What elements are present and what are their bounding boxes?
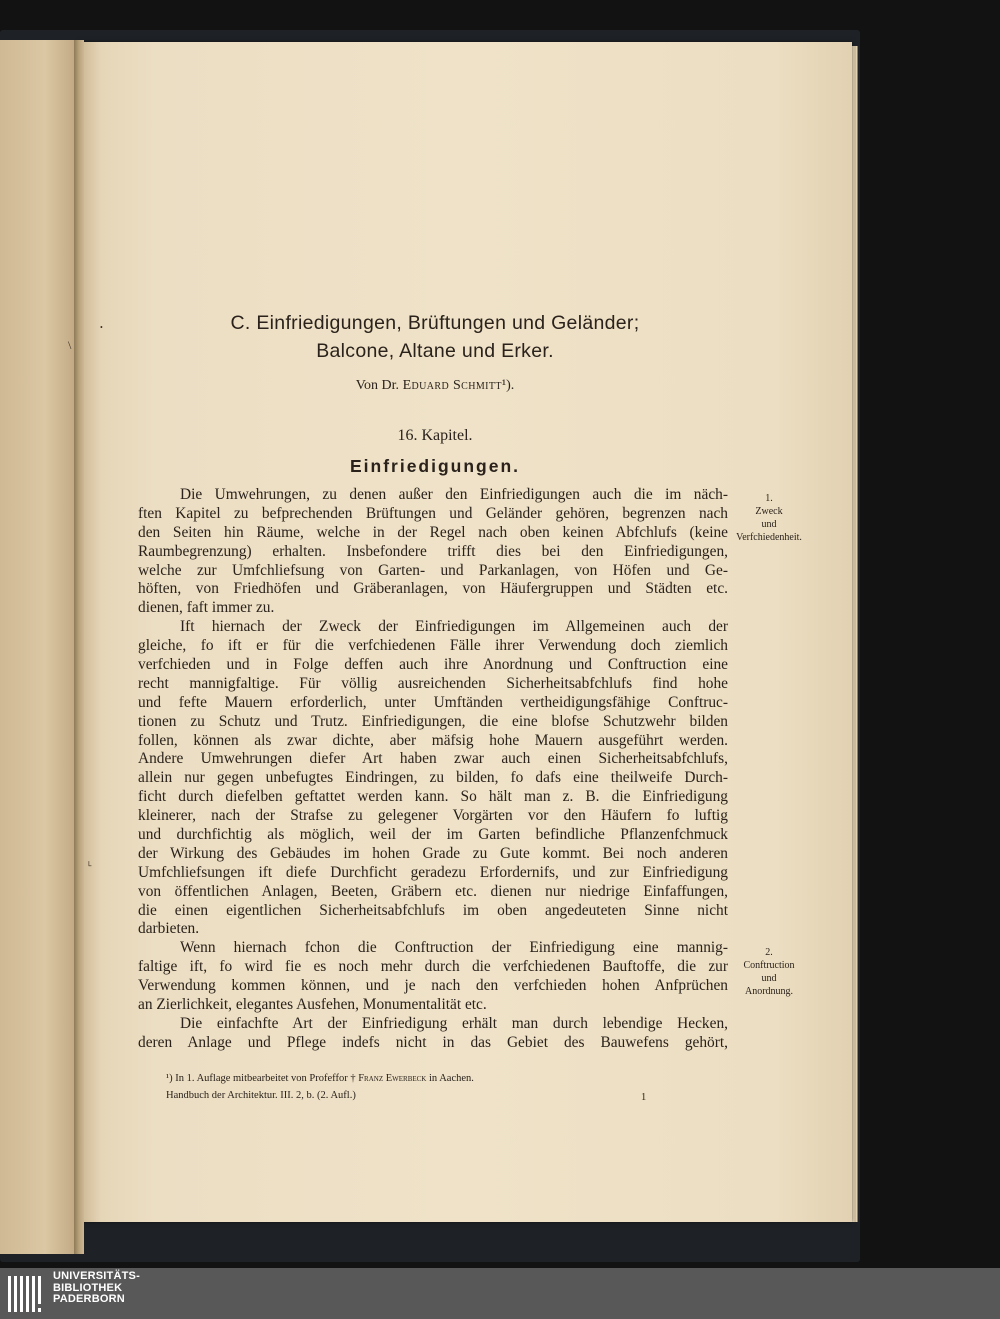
text-line: an Zierlichkeit, elegantes Ausfehen, Monumentalität etc. — [138, 996, 487, 1014]
margin-note — [728, 946, 810, 998]
text-line: ficht durch diefelben geftattet werden kann. So hält man z. B. die Einfriedigung — [138, 788, 728, 806]
text-line: gleiche, fo ift er für die verfchiedenen Fälle ihrer Verwendung doch ziemlich — [138, 637, 728, 655]
text-line: und durchfichtig als möglich, weil der im Garten befindliche Pflanzenfchmuck — [138, 826, 728, 844]
footnote-marker: ¹) — [166, 1073, 173, 1084]
text-line: den Seiten hin Räume, welche in der Regel nach oben keinen Abfchlufs (keine — [138, 523, 728, 541]
margin-speck: ˪ — [88, 855, 92, 869]
footnote-name: Franz Ewerbeck — [358, 1073, 427, 1084]
text-line: Wenn hiernach fchon die Conftruction der Einfriedigung eine mannig- — [180, 939, 728, 957]
margin-note-line: und — [761, 973, 777, 984]
text-line: darbieten. — [138, 920, 200, 938]
text-line: der Wirkung des Gebäudes im hohen Grade zu Gute kommt. Bei noch anderen — [138, 844, 728, 862]
library-name-line-3: PADERBORN — [53, 1293, 125, 1306]
text-line: und fefte Mauern erforderlich, unter Umftänden vertheidigungsfähige Conftruc- — [138, 693, 728, 711]
text-line: verfchieden und in Folge deffen auch ihre Anordnung und Conftruction eine — [138, 656, 728, 674]
margin-note — [728, 492, 810, 544]
author-name: Eduard Schmitt — [402, 378, 502, 393]
author-line — [150, 378, 720, 394]
text-line: ften Kapitel zu befprechenden Brüftungen und Geländer gehören, begrenzen nach — [138, 504, 728, 522]
text-line: höften, von Friedhöfen und Gräberanlagen, von Häufergruppen und Städten etc. — [138, 580, 728, 598]
text-line: Verwendung kommen können, und je nach den verfchieden hohen Anfprüchen — [138, 977, 728, 995]
author-footnote-marker: ¹). — [501, 378, 515, 393]
margin-note-number: 2. — [765, 947, 773, 958]
text-line: allein nur gegen unbefugtes Eindringen, zu bilden, fo dafs eine theilweife Durch- — [138, 769, 728, 787]
library-name — [53, 1271, 140, 1306]
section-title-line-2: Balcone, Altane und Erker. — [316, 340, 554, 362]
text-line: faltige ift, fo wird fie es noch mehr durch die verfchiedenen Bauftoffe, die zur — [138, 958, 728, 976]
margin-note-number: 1. — [765, 493, 773, 504]
text-line: die einen eigentlichen Sicherheitsabfchlufs im oben angedeuteten Sinne nicht — [138, 901, 728, 919]
text-line: tionen zu Schutz und Trutz. Einfriedigungen, die eine blofse Schutzwehr bilden — [138, 712, 728, 730]
section-title-line-1: C. Einfriedigungen, Brüftungen und Geländer; — [230, 312, 640, 334]
margin-note-line: Anordnung. — [744, 986, 794, 997]
text-line: deren Anlage und Pflege indefs nicht in das Gebiet des Bauwefens gehört, — [138, 1033, 728, 1051]
text-line: dienen, faft immer zu. — [138, 599, 275, 617]
author-prefix: Von Dr. — [355, 378, 403, 393]
body-text — [138, 486, 728, 1053]
chapter-number: 16. Kapitel. — [397, 427, 473, 444]
book-reference: Handbuch der Architektur. III. 2, b. (2. Aufl.) — [166, 1090, 356, 1101]
text-line: follen, können als zwar dichte, aber mäfsig hohe Mauern ausgeführt werden. — [138, 731, 728, 749]
margin-note-line: Verfchiedenheit. — [736, 532, 802, 543]
text-line: Die Umwehrungen, zu denen außer den Einfriedigungen auch die im näch- — [180, 486, 728, 503]
library-logo-icon — [6, 1272, 50, 1316]
text-line: Raumbegrenzung) erhalten. Insbefondere trifft dies bei den Einfriedigungen, — [138, 542, 728, 560]
text-line: Ift hiernach der Zweck der Einfriedigungen im Allgemeinen auch der — [180, 618, 728, 636]
text-line: welche zur Umfchliefsung von Garten- und Parkanlagen, von Höfen und Ge- — [138, 561, 728, 579]
margin-speck: \ — [68, 338, 72, 352]
library-name-line-2: BIBLIOTHEK — [53, 1281, 123, 1294]
text-line: Die einfachfte Art der Einfriedigung erhält man durch lebendige Hecken, — [180, 1014, 728, 1032]
text-line: Andere Umwehrungen diefer Art haben zwar auch einen Sicherheitsabfchlufs, — [138, 750, 728, 768]
margin-speck: • — [100, 323, 103, 332]
footnote-text-end: in Aachen. — [426, 1073, 474, 1084]
text-line: recht mannigfaltige. Für völlig ausreichenden Sicherheitsabfchlufs find hohe — [138, 674, 728, 692]
footnote-text: In 1. Auflage mitbearbeitet von Profeffor † — [172, 1073, 359, 1084]
signature-mark: 1 — [641, 1092, 647, 1103]
margin-note-line: Conftruction — [743, 960, 795, 971]
margin-note-line: und — [761, 519, 777, 530]
footnote — [166, 1073, 474, 1084]
text-line: von öffentlichen Anlagen, Beeten, Gräbern etc. dienen nur niedrige Einfaffungen, — [138, 882, 728, 900]
library-banner — [0, 1268, 1000, 1319]
chapter-title: Einfriedigungen. — [349, 456, 521, 476]
left-page-edge — [0, 40, 82, 1254]
book-gutter — [74, 40, 84, 1254]
text-line: Umfchliefsungen ift diefe Durchficht geradezu Erfordernifs, und zur Einfriedigung — [138, 863, 728, 881]
text-line: kleinerer, nach der Strafse zu gelegener Vorgärten vor den Häufern fo luftig — [138, 807, 728, 825]
library-name-line-1: UNIVERSITÄTS- — [53, 1270, 140, 1282]
margin-note-line: Zweck — [755, 506, 783, 517]
